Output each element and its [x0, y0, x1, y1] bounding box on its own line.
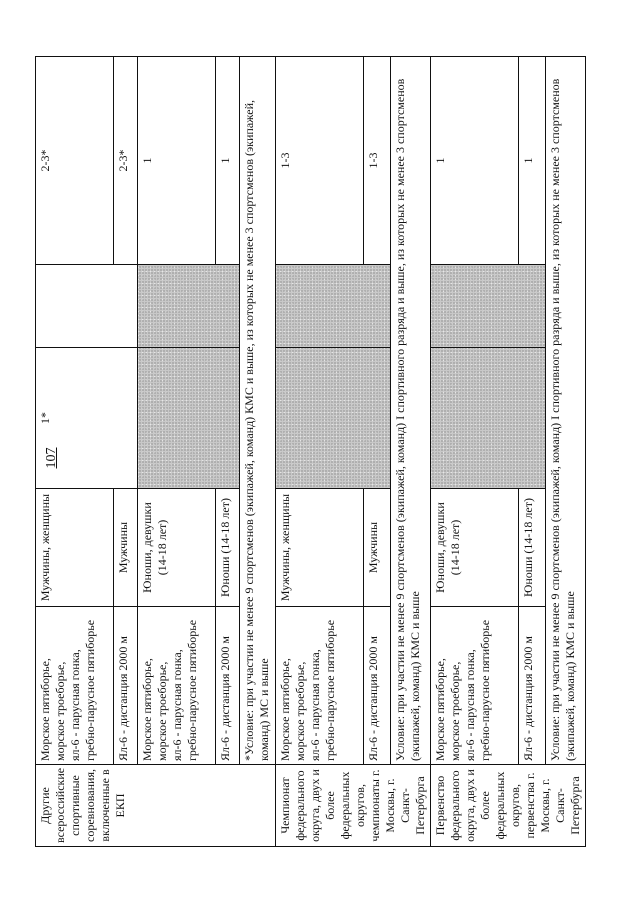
discipline-line: Ял-6 - дистанция 2000 м [365, 636, 380, 761]
value-cell-c: 2-3* [114, 57, 138, 265]
condition-row [545, 57, 585, 847]
discipline-cell [518, 607, 545, 765]
condition-text: Условие: при участии не менее 9 спортсменов (экипажей, команд) I спортивного разряда и выше, из которых не менее 3 спортсменов (экипажей, команд) КМС и выше [545, 57, 585, 765]
shaded-cell [276, 265, 391, 348]
value-cell-c: 1-3 [276, 57, 364, 265]
value-cell-a: 1* [36, 348, 138, 489]
value-cell-c: 1 [138, 57, 216, 265]
age-group-cell: Мужчины, женщины [276, 489, 364, 607]
group-name-cell: Другие всероссийские спортивные соревнования, включенные в ЕКП [36, 765, 276, 847]
condition-text: Условие: при участии не менее 9 спортсменов (экипажей, команд) I спортивного разряда и выше, из которых не менее 3 спортсменов (экипажей, команд) КМС и выше [390, 57, 430, 765]
discipline-cell [138, 607, 216, 765]
age-group-cell: Юноши, девушки (14-18 лет) [431, 489, 519, 607]
discipline-line: Ял-6 - дистанция 2000 м [116, 636, 130, 761]
discipline-line: Морское пятиборье, [433, 658, 447, 761]
age-group-cell: Юноши (14-18 лет) [518, 489, 545, 607]
discipline-line: морское троеборье, [293, 661, 307, 761]
value-cell-c: 1 [518, 57, 545, 265]
table-row [36, 57, 114, 847]
discipline-line: морское троеборье, [448, 661, 462, 761]
shaded-cell [431, 265, 546, 348]
table-row [276, 57, 364, 847]
table-row [138, 57, 216, 847]
discipline-line: Морское пятиборье, [140, 658, 154, 761]
age-group-cell: Юноши, девушки (14-18 лет) [138, 489, 216, 607]
shaded-cell [138, 348, 240, 489]
discipline-cell [114, 607, 138, 765]
value-cell-c: 1 [431, 57, 519, 265]
discipline-line: ял-6 - парусная гонка, [308, 649, 322, 761]
discipline-line: Ял-6 - дистанция 2000 м [218, 636, 232, 761]
shaded-cell [276, 348, 391, 489]
discipline-cell [36, 607, 114, 765]
shaded-cell [138, 265, 240, 348]
group-name-cell: Чемпионат федерального округа, двух и более федеральных округов, чемпионаты г. Москвы, г. Санкт-Петербурга [276, 765, 431, 847]
discipline-line: морское троеборье, [155, 661, 169, 761]
discipline-line: гребно-парусное пятиборье [323, 619, 337, 761]
discipline-line: морское троеборье, [53, 661, 67, 761]
condition-row [240, 57, 276, 847]
group-name-cell: Первенство федерального округа, двух и более федеральных округов, первенства г. Москвы, г. Санкт-Петербурга [431, 765, 586, 847]
value-cell-c: 2-3* [36, 57, 114, 265]
discipline-line: Морское пятиборье, [38, 658, 52, 761]
discipline-line: Ял-6 - дистанция 2000 м [520, 636, 535, 761]
discipline-line: ял-6 - парусная гонка, [68, 649, 82, 761]
age-group-cell: Мужчины [114, 489, 138, 607]
discipline-line: гребно-парусное пятиборье [83, 619, 97, 761]
age-group-cell: Юноши (14-18 лет) [216, 489, 240, 607]
value-cell-c: 1-3 [363, 57, 390, 265]
discipline-line: ял-6 - парусная гонка, [170, 649, 184, 761]
condition-row [390, 57, 430, 847]
value-cell-c: 1 [216, 57, 240, 265]
age-group-cell: Мужчины, женщины [36, 489, 114, 607]
discipline-line: ял-6 - парусная гонка, [463, 649, 477, 761]
discipline-line: Морское пятиборье, [278, 658, 292, 761]
page-number: 107 [44, 447, 59, 469]
discipline-cell [431, 607, 519, 765]
discipline-cell [216, 607, 240, 765]
discipline-line: гребно-парусное пятиборье [185, 619, 199, 761]
rotated-table-container [35, 57, 582, 847]
table-row [431, 57, 519, 847]
sports-ranks-table [35, 56, 586, 847]
discipline-cell [276, 607, 364, 765]
age-group-cell: Мужчины [363, 489, 390, 607]
value-cell-b [36, 265, 138, 348]
shaded-cell [431, 348, 546, 489]
condition-text: *Условие: при участии не менее 9 спортсменов (экипажей, команд) КМС и выше, из которых не менее 3 спортсменов (экипажей, команд) МС и выше [240, 57, 276, 765]
discipline-cell [363, 607, 390, 765]
discipline-line: гребно-парусное пятиборье [478, 619, 492, 761]
